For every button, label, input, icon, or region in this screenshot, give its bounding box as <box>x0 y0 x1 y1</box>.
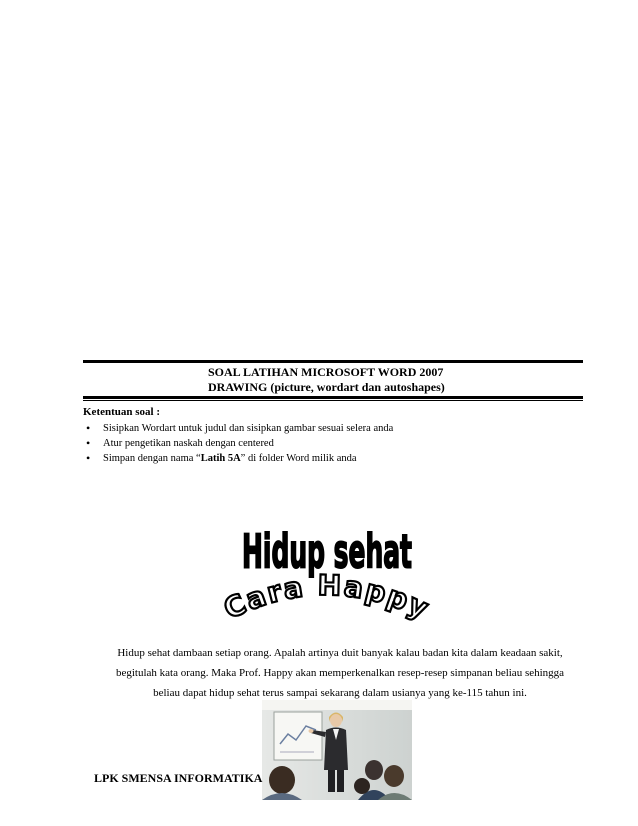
instruction-text: Sisipkan Wordart untuk judul dan sisipkan gambar sesuai selera anda <box>103 423 394 434</box>
document-title-line-1: SOAL LATIHAN MICROSOFT WORD 2007 <box>208 365 444 379</box>
instruction-item <box>83 421 393 436</box>
instructions-list <box>83 421 393 466</box>
instruction-item <box>83 451 393 466</box>
paragraph-line-2: begitulah kata orang. Maka Prof. Happy akan memperkenalkan resep-resep simpanan beliau sehingga <box>115 667 565 679</box>
presentation-photo-illustration <box>262 700 412 800</box>
instruction-item <box>83 436 393 451</box>
header-rule-top <box>83 360 583 363</box>
instructions-heading: Ketentuan soal : <box>83 406 160 418</box>
wordart-title <box>215 520 445 625</box>
instruction-text-after: ” di folder Word milik anda <box>240 453 357 464</box>
instruction-text: Atur pengetikan naskah dengan centered <box>103 438 274 449</box>
header-rule-bottom <box>83 400 583 401</box>
header-rule-middle <box>83 396 583 399</box>
wordart-line-1: Hidup sehat <box>241 525 412 579</box>
document-title-line-2: DRAWING (picture, wordart dan autoshapes) <box>208 380 445 394</box>
paragraph-line-3: beliau dapat hidup sehat terus sampai sekarang dalam usianya yang ke-115 tahun ini. <box>153 687 527 699</box>
paragraph-line-1: Hidup sehat dambaan setiap orang. Apalah artinya duit banyak kalau badan kita dalam keadaan sakit, <box>117 647 563 659</box>
footer-organization: LPK SMENSA INFORMATIKA <box>94 771 263 785</box>
instruction-filename: Latih 5A <box>200 453 241 464</box>
instruction-text-before: Simpan dengan nama “ <box>103 453 201 464</box>
presentation-photo <box>262 700 412 800</box>
wordart-line-2-path: Cara Happy <box>218 568 436 625</box>
